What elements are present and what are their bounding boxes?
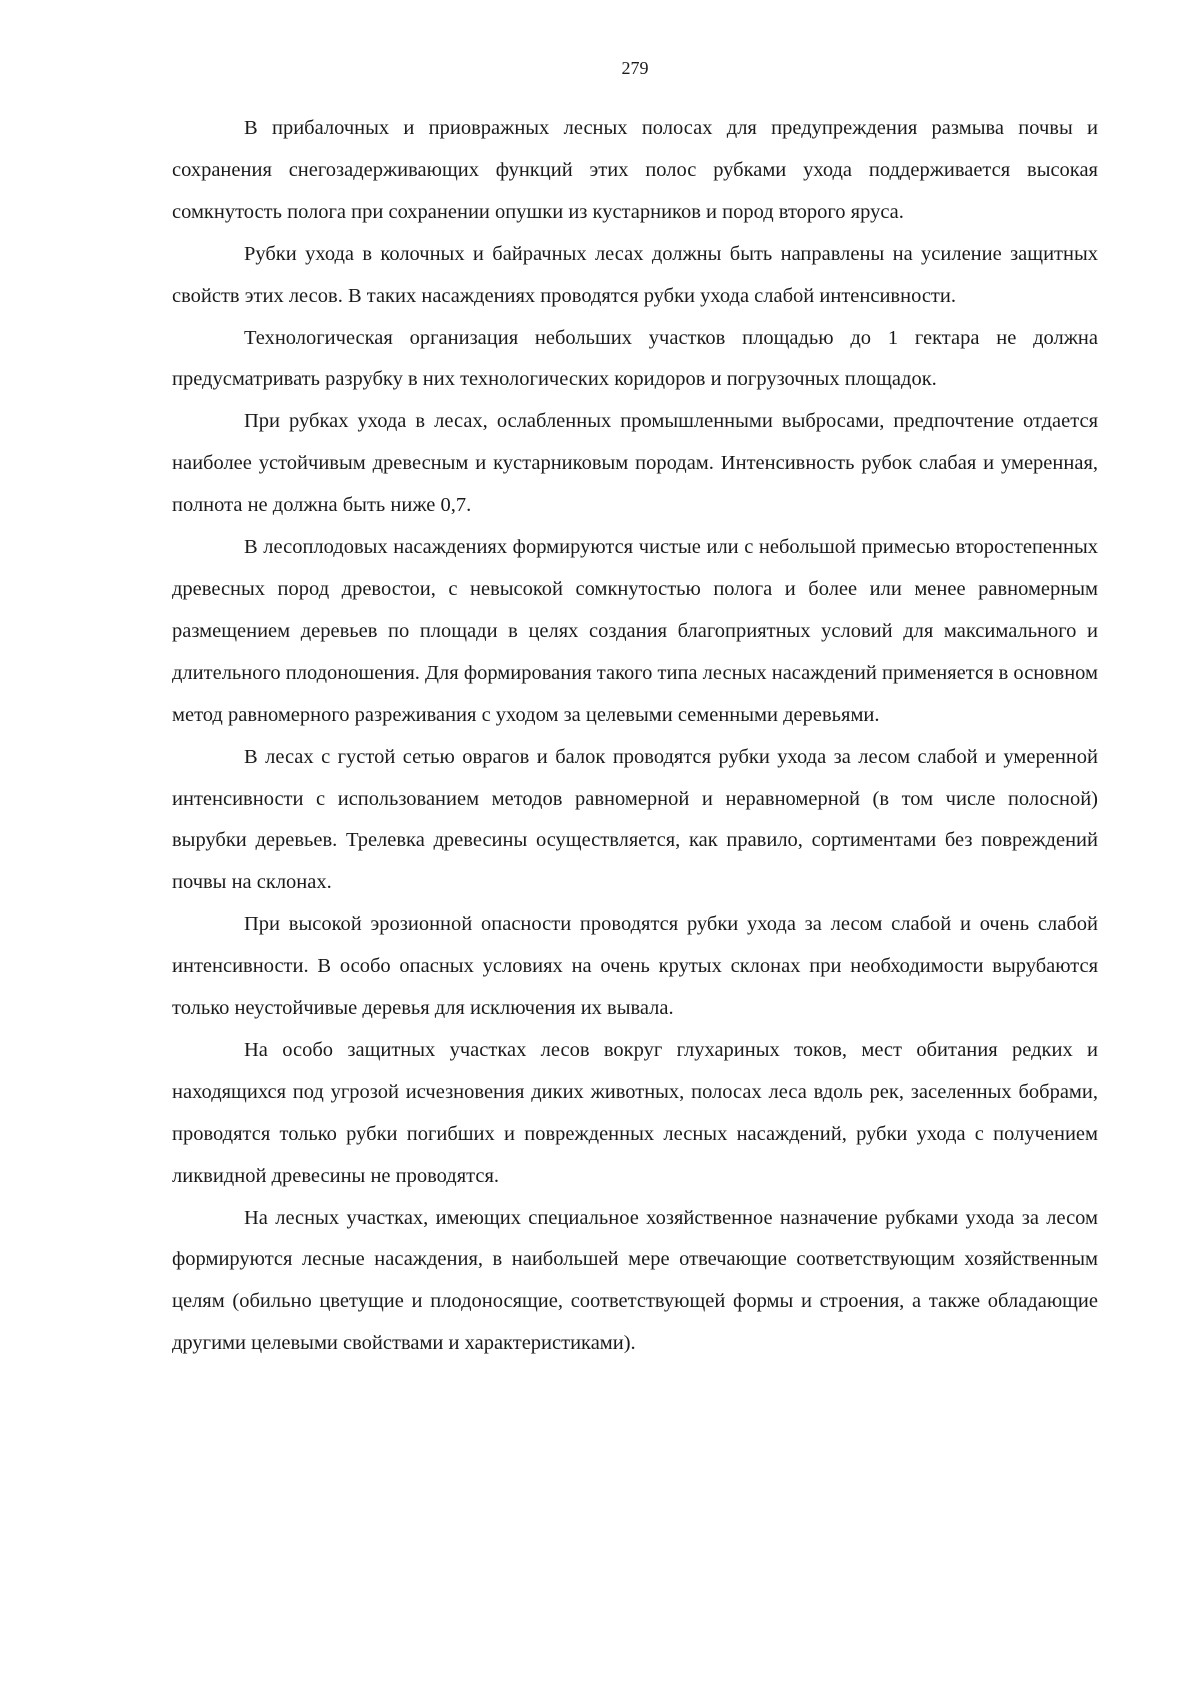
document-body bbox=[172, 108, 1098, 1365]
paragraph-3: Технологическая организация небольших участков площадью до 1 гектара не должна предусматривать разрубку в них технологических коридоров и погрузочных площадок. bbox=[172, 326, 1098, 391]
paragraph-9: На лесных участках, имеющих специальное хозяйственное назначение рубками ухода за лесом формируются лесные насаждения, в наибольшей мере отвечающие соответствующим хозяйственным целям (обильно цветущие и плодоносящие, соответствующей формы и строения, а также обладающие другими целевыми свойствами и характеристиками). bbox=[172, 1206, 1098, 1355]
page-number: 279 bbox=[621, 58, 649, 78]
paragraph-7: При высокой эрозионной опасности проводятся рубки ухода за лесом слабой и очень слабой интенсивности. В особо опасных условиях на очень крутых склонах при необходимости вырубаются только неустойчивые деревья для исключения их вывала. bbox=[172, 913, 1098, 1020]
paragraph-1: В прибалочных и приовражных лесных полосах для предупреждения размыва почвы и сохранения снегозадерживающих функций этих полос рубками ухода поддерживается высокая сомкнутость полога при сохранении опушки из кустарников и пород второго яруса. bbox=[172, 117, 1098, 223]
paragraph-2: Рубки ухода в колочных и байрачных лесах должны быть направлены на усиление защитных свойств этих лесов. В таких насаждениях проводятся рубки ухода слабой интенсивности. bbox=[172, 242, 1098, 307]
paragraph-6: В лесах с густой сетью оврагов и балок проводятся рубки ухода за лесом слабой и умеренной интенсивности с использованием методов равномерной и неравномерной (в том числе полосной) вырубки деревьев. Трелевка древесины осуществляется, как правило, сортиментами без повреждений почвы на склонах. bbox=[172, 745, 1098, 894]
paragraph-4: При рубках ухода в лесах, ослабленных промышленными выбросами, предпочтение отдается наиболее устойчивым древесным и кустарниковым породам. Интенсивность рубок слабая и умеренная, полнота не должна быть ниже 0,7. bbox=[172, 410, 1098, 517]
paragraph-8: На особо защитных участках лесов вокруг глухариных токов, мест обитания редких и находящихся под угрозой исчезновения диких животных, полосах леса вдоль рек, заселенных бобрами, проводятся только рубки погибших и поврежденных лесных насаждений, рубки ухода с получением ликвидной древесины не проводятся. bbox=[172, 1038, 1098, 1187]
paragraph-5: В лесоплодовых насаждениях формируются чистые или с небольшой примесью второстепенных древесных пород древостои, с невысокой сомкнутостью полога и более или менее равномерным размещением деревьев по площади в целях создания благоприятных условий для максимального и длительного плодоношения. Для формирования такого типа лесных насаждений применяется в основном метод равномерного разреживания с уходом за целевыми семенными деревьями. bbox=[172, 536, 1098, 726]
